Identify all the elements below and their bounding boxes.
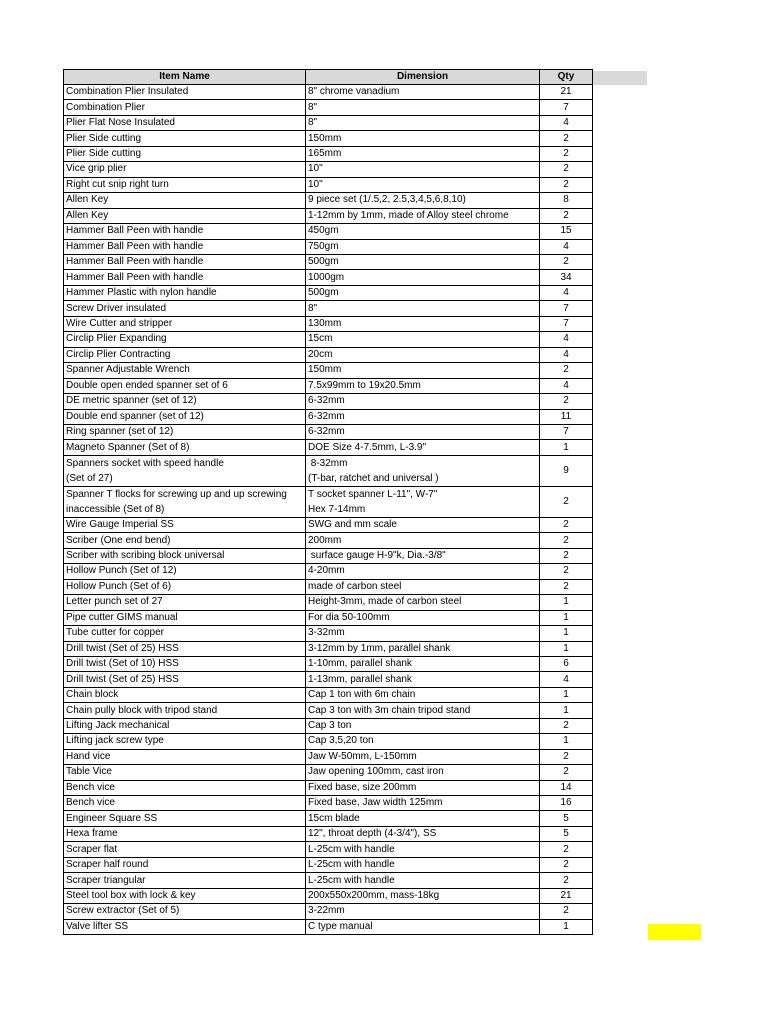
- table-row: [64, 656, 593, 671]
- table-row: [64, 224, 593, 239]
- qty-cell: 5: [540, 826, 593, 841]
- item-name-cell: Combination Plier Insulated: [64, 85, 306, 100]
- table-body: [64, 85, 593, 935]
- table-row: [64, 316, 593, 331]
- dimension-cell: 200x550x200mm, mass-18kg: [306, 888, 540, 903]
- item-name-cell: Hammer Ball Peen with handle: [64, 239, 306, 254]
- table-row: [64, 409, 593, 424]
- qty-cell: 2: [540, 564, 593, 579]
- item-name-cell: Screw extractor (Set of 5): [64, 904, 306, 919]
- table-row: [64, 115, 593, 130]
- item-name-cell: Pipe cutter GIMS manual: [64, 610, 306, 625]
- table-row: [64, 301, 593, 316]
- dimension-cell: 130mm: [306, 316, 540, 331]
- qty-cell: 4: [540, 672, 593, 687]
- table-row: [64, 842, 593, 857]
- table-row: [64, 332, 593, 347]
- item-name-cell: Spanner Adjustable Wrench: [64, 363, 306, 378]
- qty-cell: 2: [540, 857, 593, 872]
- item-name-cell: Valve lifter SS: [64, 919, 306, 934]
- table-row: [64, 254, 593, 269]
- table-row: [64, 595, 593, 610]
- table-row: [64, 285, 593, 300]
- item-name-cell: Scraper flat: [64, 842, 306, 857]
- qty-cell: 5: [540, 811, 593, 826]
- dimension-line: (T-bar, ratchet and universal ): [308, 472, 439, 484]
- table-row: [64, 347, 593, 362]
- table-row: [64, 873, 593, 888]
- qty-cell: 11: [540, 409, 593, 424]
- qty-cell: 4: [540, 115, 593, 130]
- item-name-cell: Right cut snip right turn: [64, 177, 306, 192]
- qty-cell: 2: [540, 873, 593, 888]
- dimension-cell: C type manual: [306, 919, 540, 934]
- item-name-cell: Plier Side cutting: [64, 146, 306, 161]
- dimension-cell: Jaw W-50mm, L-150mm: [306, 749, 540, 764]
- qty-cell: 21: [540, 888, 593, 903]
- dimension-cell: 3-12mm by 1mm, parallel shank: [306, 641, 540, 656]
- qty-cell: 2: [540, 131, 593, 146]
- table-row: [64, 177, 593, 192]
- inventory-table: [63, 69, 593, 935]
- item-name-cell: Hollow Punch (Set of 12): [64, 564, 306, 579]
- qty-cell: 4: [540, 378, 593, 393]
- table-row: [64, 857, 593, 872]
- table-row: [64, 780, 593, 795]
- item-name-cell: Scriber with scribing block universal: [64, 548, 306, 563]
- dimension-cell: Cap 3 ton: [306, 718, 540, 733]
- table-row: [64, 486, 593, 517]
- dimension-cell: 1-12mm by 1mm, made of Alloy steel chrome: [306, 208, 540, 223]
- table-row: [64, 641, 593, 656]
- qty-cell: 1: [540, 440, 593, 455]
- table-row: [64, 579, 593, 594]
- dimension-cell: 12", throat depth (4-3/4"), SS: [306, 826, 540, 841]
- item-name-cell: Combination Plier: [64, 100, 306, 115]
- table-row: [64, 564, 593, 579]
- dimension-cell: 1-10mm, parallel shank: [306, 656, 540, 671]
- table-row: [64, 610, 593, 625]
- item-name-cell: Scraper half round: [64, 857, 306, 872]
- table-row: [64, 424, 593, 439]
- table-row: [64, 378, 593, 393]
- dimension-cell: 8": [306, 115, 540, 130]
- qty-cell: 2: [540, 394, 593, 409]
- item-name-cell: Scriber (One end bend): [64, 533, 306, 548]
- qty-cell: 2: [540, 363, 593, 378]
- dimension-cell: 8": [306, 100, 540, 115]
- dimension-cell: 1-13mm, parallel shank: [306, 672, 540, 687]
- qty-cell: 4: [540, 239, 593, 254]
- qty-cell: 2: [540, 486, 593, 517]
- qty-cell: 6: [540, 656, 593, 671]
- qty-cell: 4: [540, 347, 593, 362]
- dimension-cell: 750gm: [306, 239, 540, 254]
- item-name-cell: Bench vice: [64, 780, 306, 795]
- table-row: [64, 919, 593, 934]
- qty-cell: 2: [540, 533, 593, 548]
- dimension-line: Hex 7-14mm: [308, 503, 366, 515]
- dimension-cell: 20cm: [306, 347, 540, 362]
- dimension-cell: 200mm: [306, 533, 540, 548]
- dimension-cell: SWG and mm scale: [306, 517, 540, 532]
- table-row: [64, 687, 593, 702]
- table-row: [64, 672, 593, 687]
- qty-cell: 1: [540, 734, 593, 749]
- dimension-cell: 1000gm: [306, 270, 540, 285]
- item-name-cell: Table Vice: [64, 765, 306, 780]
- table-row: [64, 796, 593, 811]
- dimension-cell: 450gm: [306, 224, 540, 239]
- item-name-cell: Steel tool box with lock & key: [64, 888, 306, 903]
- qty-cell: 2: [540, 718, 593, 733]
- table-row: [64, 626, 593, 641]
- table-row: [64, 904, 593, 919]
- dimension-cell: 3-32mm: [306, 626, 540, 641]
- dimension-cell: [306, 486, 540, 517]
- table-row: [64, 548, 593, 563]
- dimension-cell: 8": [306, 301, 540, 316]
- table-row: [64, 517, 593, 532]
- table-row: [64, 146, 593, 161]
- qty-cell: 7: [540, 301, 593, 316]
- dimension-cell: 6-32mm: [306, 394, 540, 409]
- dimension-cell: 3-22mm: [306, 904, 540, 919]
- dimension-cell: 7.5x99mm to 19x20.5mm: [306, 378, 540, 393]
- dimension-cell: 4-20mm: [306, 564, 540, 579]
- table-row: [64, 888, 593, 903]
- dimension-cell: Height-3mm, made of carbon steel: [306, 595, 540, 610]
- dimension-cell: 165mm: [306, 146, 540, 161]
- item-name-line: inaccessible (Set of 8): [66, 503, 165, 515]
- item-name-line: Spanners socket with speed handle: [66, 457, 224, 469]
- qty-cell: 2: [540, 162, 593, 177]
- qty-cell: 1: [540, 626, 593, 641]
- dimension-cell: 150mm: [306, 131, 540, 146]
- qty-cell: 2: [540, 749, 593, 764]
- qty-cell: 2: [540, 208, 593, 223]
- dimension-cell: L-25cm with handle: [306, 873, 540, 888]
- table-row: [64, 208, 593, 223]
- dimension-cell: 10": [306, 177, 540, 192]
- item-name-cell: Hammer Ball Peen with handle: [64, 224, 306, 239]
- item-name-cell: [64, 486, 306, 517]
- qty-cell: 4: [540, 285, 593, 300]
- item-name-cell: Lifting Jack mechanical: [64, 718, 306, 733]
- dimension-cell: 6-32mm: [306, 424, 540, 439]
- qty-cell: 2: [540, 146, 593, 161]
- table-row: [64, 703, 593, 718]
- qty-cell: 7: [540, 100, 593, 115]
- dimension-cell: Fixed base, size 200mm: [306, 780, 540, 795]
- item-name-cell: Lifting jack screw type: [64, 734, 306, 749]
- dimension-cell: Cap 3,5,20 ton: [306, 734, 540, 749]
- header-dimension: Dimension: [306, 70, 540, 85]
- table-row: [64, 718, 593, 733]
- item-name-cell: Hammer Ball Peen with handle: [64, 270, 306, 285]
- item-name-cell: Scraper triangular: [64, 873, 306, 888]
- table-row: [64, 826, 593, 841]
- item-name-cell: Double end spanner (set of 12): [64, 409, 306, 424]
- item-name-cell: Wire Gauge Imperial SS: [64, 517, 306, 532]
- dimension-cell: surface gauge H-9"k, Dia.-3/8": [306, 548, 540, 563]
- gray-filled-cell: [593, 71, 647, 85]
- qty-cell: 21: [540, 85, 593, 100]
- item-name-cell: Engineer Square SS: [64, 811, 306, 826]
- item-name-cell: Drill twist (Set of 25) HSS: [64, 672, 306, 687]
- table-row: [64, 100, 593, 115]
- table-row: [64, 162, 593, 177]
- qty-cell: 1: [540, 595, 593, 610]
- qty-cell: 7: [540, 316, 593, 331]
- dimension-cell: 15cm blade: [306, 811, 540, 826]
- item-name-cell: Hollow Punch (Set of 6): [64, 579, 306, 594]
- item-name-cell: Hammer Plastic with nylon handle: [64, 285, 306, 300]
- item-name-line: Spanner T flocks for screwing up and up screwing: [66, 488, 287, 500]
- table-header-row: [64, 70, 593, 85]
- item-name-cell: Allen Key: [64, 193, 306, 208]
- item-name-cell: Plier Side cutting: [64, 131, 306, 146]
- dimension-line: T socket spanner L-11", W-7": [308, 488, 438, 500]
- qty-cell: 9: [540, 455, 593, 486]
- table-row: [64, 811, 593, 826]
- qty-cell: 7: [540, 424, 593, 439]
- qty-cell: 2: [540, 254, 593, 269]
- dimension-cell: For dia 50-100mm: [306, 610, 540, 625]
- item-name-cell: Drill twist (Set of 25) HSS: [64, 641, 306, 656]
- qty-cell: 8: [540, 193, 593, 208]
- item-name-cell: Bench vice: [64, 796, 306, 811]
- qty-cell: 16: [540, 796, 593, 811]
- dimension-cell: DOE Size 4-7.5mm, L-3.9": [306, 440, 540, 455]
- qty-cell: 2: [540, 548, 593, 563]
- header-qty: Qty: [540, 70, 593, 85]
- qty-cell: 1: [540, 610, 593, 625]
- dimension-cell: 500gm: [306, 285, 540, 300]
- table-row: [64, 440, 593, 455]
- dimension-line: 8-32mm: [308, 457, 348, 469]
- qty-cell: 34: [540, 270, 593, 285]
- item-name-cell: Allen Key: [64, 208, 306, 223]
- table-row: [64, 131, 593, 146]
- item-name-cell: Magneto Spanner (Set of 8): [64, 440, 306, 455]
- item-name-cell: Circlip Plier Expanding: [64, 332, 306, 347]
- table-row: [64, 455, 593, 486]
- item-name-cell: Hand vice: [64, 749, 306, 764]
- item-name-cell: Chain pully block with tripod stand: [64, 703, 306, 718]
- table-row: [64, 749, 593, 764]
- qty-cell: 15: [540, 224, 593, 239]
- dimension-cell: [306, 455, 540, 486]
- item-name-cell: Drill twist (Set of 10) HSS: [64, 656, 306, 671]
- item-name-line: (Set of 27): [66, 472, 113, 484]
- item-name-cell: Double open ended spanner set of 6: [64, 378, 306, 393]
- qty-cell: 1: [540, 641, 593, 656]
- dimension-cell: Cap 1 ton with 6m chain: [306, 687, 540, 702]
- item-name-cell: Hammer Ball Peen with handle: [64, 254, 306, 269]
- dimension-cell: 15cm: [306, 332, 540, 347]
- qty-cell: 1: [540, 703, 593, 718]
- table-row: [64, 734, 593, 749]
- table-row: [64, 765, 593, 780]
- dimension-cell: 500gm: [306, 254, 540, 269]
- item-name-cell: [64, 455, 306, 486]
- item-name-cell: Wire Cutter and stripper: [64, 316, 306, 331]
- dimension-cell: Fixed base, Jaw width 125mm: [306, 796, 540, 811]
- header-item-name: Item Name: [64, 70, 306, 85]
- table-row: [64, 193, 593, 208]
- item-name-cell: DE metric spanner (set of 12): [64, 394, 306, 409]
- dimension-cell: made of carbon steel: [306, 579, 540, 594]
- item-name-cell: Plier Flat Nose Insulated: [64, 115, 306, 130]
- dimension-cell: 6-32mm: [306, 409, 540, 424]
- qty-cell: 2: [540, 517, 593, 532]
- dimension-cell: 8" chrome vanadium: [306, 85, 540, 100]
- qty-cell: 2: [540, 904, 593, 919]
- qty-cell: 2: [540, 579, 593, 594]
- item-name-cell: Vice grip plier: [64, 162, 306, 177]
- yellow-highlighted-cell: [648, 924, 701, 940]
- dimension-cell: L-25cm with handle: [306, 842, 540, 857]
- dimension-cell: 9 piece set (1/.5,2, 2.5,3,4,5,6,8,10): [306, 193, 540, 208]
- item-name-cell: Ring spanner (set of 12): [64, 424, 306, 439]
- item-name-cell: Letter punch set of 27: [64, 595, 306, 610]
- table-row: [64, 85, 593, 100]
- qty-cell: 2: [540, 177, 593, 192]
- item-name-cell: Circlip Plier Contracting: [64, 347, 306, 362]
- qty-cell: 1: [540, 919, 593, 934]
- dimension-cell: Jaw opening 100mm, cast iron: [306, 765, 540, 780]
- qty-cell: 14: [540, 780, 593, 795]
- item-name-cell: Hexa frame: [64, 826, 306, 841]
- dimension-cell: Cap 3 ton with 3m chain tripod stand: [306, 703, 540, 718]
- qty-cell: 2: [540, 765, 593, 780]
- table-row: [64, 394, 593, 409]
- item-name-cell: Chain block: [64, 687, 306, 702]
- qty-cell: 1: [540, 687, 593, 702]
- table-row: [64, 363, 593, 378]
- table-row: [64, 270, 593, 285]
- dimension-cell: L-25cm with handle: [306, 857, 540, 872]
- dimension-cell: 10": [306, 162, 540, 177]
- qty-cell: 2: [540, 842, 593, 857]
- item-name-cell: Tube cutter for copper: [64, 626, 306, 641]
- table-row: [64, 533, 593, 548]
- dimension-cell: 150mm: [306, 363, 540, 378]
- item-name-cell: Screw Driver insulated: [64, 301, 306, 316]
- table-row: [64, 239, 593, 254]
- qty-cell: 4: [540, 332, 593, 347]
